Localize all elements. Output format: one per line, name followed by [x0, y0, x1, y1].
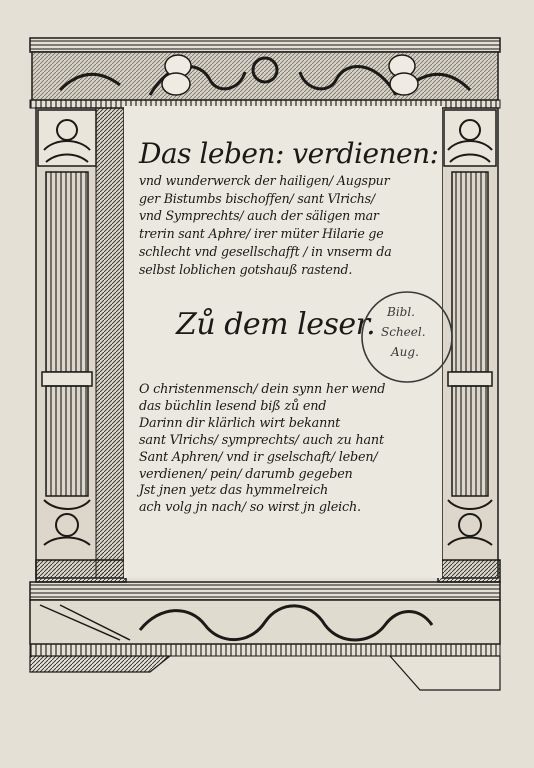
- title-line: selbst loblichen gotshauß rastend.: [139, 261, 353, 277]
- verse-line: Jst jnen yetz das hymmelreich: [139, 483, 329, 499]
- title-line: vnd Symprechts/ auch der säligen mar: [139, 208, 379, 224]
- verse-line: verdienen/ pein/ darumb gegeben: [139, 466, 353, 482]
- verse-line: ach volg jn nach/ so wirst jn gleich.: [139, 500, 361, 516]
- library-stamp: [357, 287, 457, 387]
- title-heading: Das leben: verdienen:: [139, 137, 439, 170]
- stamp-line: Scheel.: [381, 325, 426, 339]
- stamp-line: Bibl.: [387, 305, 415, 319]
- title-line: vnd wunderwerck der hailigen/ Augspur: [139, 173, 390, 188]
- verse-line: O christenmensch/ dein synn her wend: [139, 382, 386, 397]
- verse-line: das büchlin lesend biß zů end: [139, 398, 327, 414]
- stamp-line: Aug.: [391, 345, 419, 359]
- title-body: [139, 172, 392, 278]
- title-line: ger Bistumbs bischoffen/ sant Vlrichs/: [139, 190, 375, 206]
- verse-line: Darinn dir klärlich wirt bekannt: [139, 415, 341, 431]
- title-line: schlecht vnd gesellschafft / in vnserm da: [139, 243, 392, 259]
- verse-block: [139, 382, 385, 517]
- verse-line: Sant Aphren/ vnd ir gselschaft/ leben/: [139, 449, 378, 465]
- reader-heading: Zů dem leser.: [176, 307, 376, 342]
- title-line: trerin sant Aphre/ irer müter Hilarie ge: [139, 226, 384, 242]
- verse-line: sant Vlrichs/ symprechts/ auch zu hant: [139, 432, 384, 448]
